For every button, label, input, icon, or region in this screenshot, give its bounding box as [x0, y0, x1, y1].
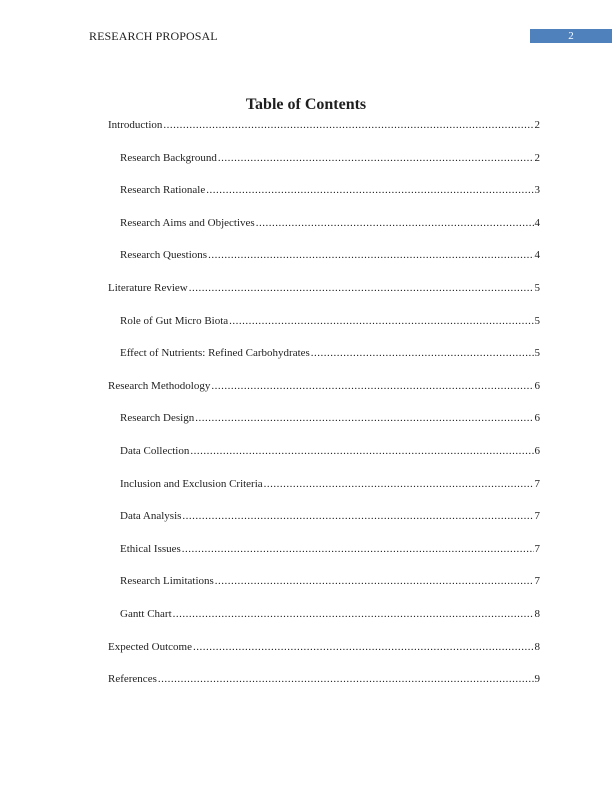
toc-dot-leader [229, 314, 533, 328]
toc-dot-leader [163, 118, 533, 132]
toc-entry-page: 4 [534, 217, 540, 229]
toc-entry-page: 2 [534, 119, 540, 131]
running-head: RESEARCH PROPOSAL [89, 29, 218, 43]
toc-dot-leader [182, 542, 534, 556]
toc-dot-leader [211, 379, 533, 393]
toc-dot-leader [218, 151, 534, 165]
toc-dot-leader [158, 672, 534, 686]
toc-entry-label: Expected Outcome [108, 641, 192, 653]
toc-entry-page: 8 [534, 608, 540, 620]
toc-entry-label: Data Collection [120, 445, 190, 457]
toc-dot-leader [195, 411, 533, 425]
toc-entry[interactable] [108, 379, 540, 393]
toc-dot-leader [189, 281, 534, 295]
toc-entry-page: 9 [534, 673, 540, 685]
toc-entry[interactable] [120, 444, 540, 458]
toc-dot-leader [173, 607, 534, 621]
toc-entry-page: 7 [534, 543, 540, 555]
toc-entry-label: Research Methodology [108, 380, 211, 392]
toc-entry[interactable] [120, 542, 540, 556]
toc-entry-label: Research Limitations [120, 575, 214, 587]
toc-entry[interactable] [108, 118, 540, 132]
toc-entry-label: Introduction [108, 119, 163, 131]
toc-entry-page: 7 [534, 478, 540, 490]
toc-entry-page: 6 [534, 412, 540, 424]
toc-entry-label: Literature Review [108, 282, 188, 294]
toc-dot-leader [256, 216, 534, 230]
toc-dot-leader [264, 477, 534, 491]
toc-entry-label: Ethical Issues [120, 543, 181, 555]
toc-entry-page: 8 [534, 641, 540, 653]
toc-entry-page: 4 [534, 249, 540, 261]
toc-dot-leader [215, 574, 534, 588]
toc-entry-page: 2 [534, 152, 540, 164]
toc-entry[interactable] [120, 216, 540, 230]
toc-entry[interactable] [120, 248, 540, 262]
toc-dot-leader [208, 248, 533, 262]
toc-entry-page: 7 [534, 575, 540, 587]
toc-dot-leader [206, 183, 533, 197]
toc-entry-page: 3 [534, 184, 540, 196]
toc-entry[interactable] [108, 640, 540, 654]
toc-entry[interactable] [120, 183, 540, 197]
toc-dot-leader [193, 640, 534, 654]
toc-entry-label: Research Aims and Objectives [120, 217, 255, 229]
toc-entry-label: References [108, 673, 157, 685]
toc-entry-page: 5 [534, 347, 540, 359]
toc-entry[interactable] [120, 314, 540, 328]
toc-entry[interactable] [120, 346, 540, 360]
toc-entry-page: 7 [534, 510, 540, 522]
toc-entry-label: Data Analysis [120, 510, 182, 522]
toc-entry-page: 6 [534, 445, 540, 457]
toc-entry-page: 5 [534, 315, 540, 327]
toc-entry[interactable] [120, 151, 540, 165]
toc-entry-page: 5 [534, 282, 540, 294]
toc-dot-leader [182, 509, 533, 523]
toc-entry[interactable] [120, 574, 540, 588]
toc-entry-label: Research Background [120, 152, 217, 164]
toc-entry-label: Research Rationale [120, 184, 206, 196]
toc-entry[interactable] [120, 477, 540, 491]
toc-entry-label: Inclusion and Exclusion Criteria [120, 478, 263, 490]
toc-entry[interactable] [120, 411, 540, 425]
toc-entry-page: 6 [534, 380, 540, 392]
toc-entry[interactable] [108, 672, 540, 686]
toc-entry[interactable] [120, 509, 540, 523]
page-number-badge: 2 [530, 29, 612, 43]
toc-entry[interactable] [120, 607, 540, 621]
toc-entry-label: Role of Gut Micro Biota [120, 315, 229, 327]
toc-entry[interactable] [108, 281, 540, 295]
toc-dot-leader [311, 346, 534, 360]
toc-entry-label: Effect of Nutrients: Refined Carbohydrates [120, 347, 310, 359]
toc-title: Table of Contents [245, 96, 367, 113]
toc-dot-leader [190, 444, 533, 458]
toc-entry-label: Research Design [120, 412, 195, 424]
toc-entry-label: Research Questions [120, 249, 208, 261]
toc-entry-label: Gantt Chart [120, 608, 172, 620]
